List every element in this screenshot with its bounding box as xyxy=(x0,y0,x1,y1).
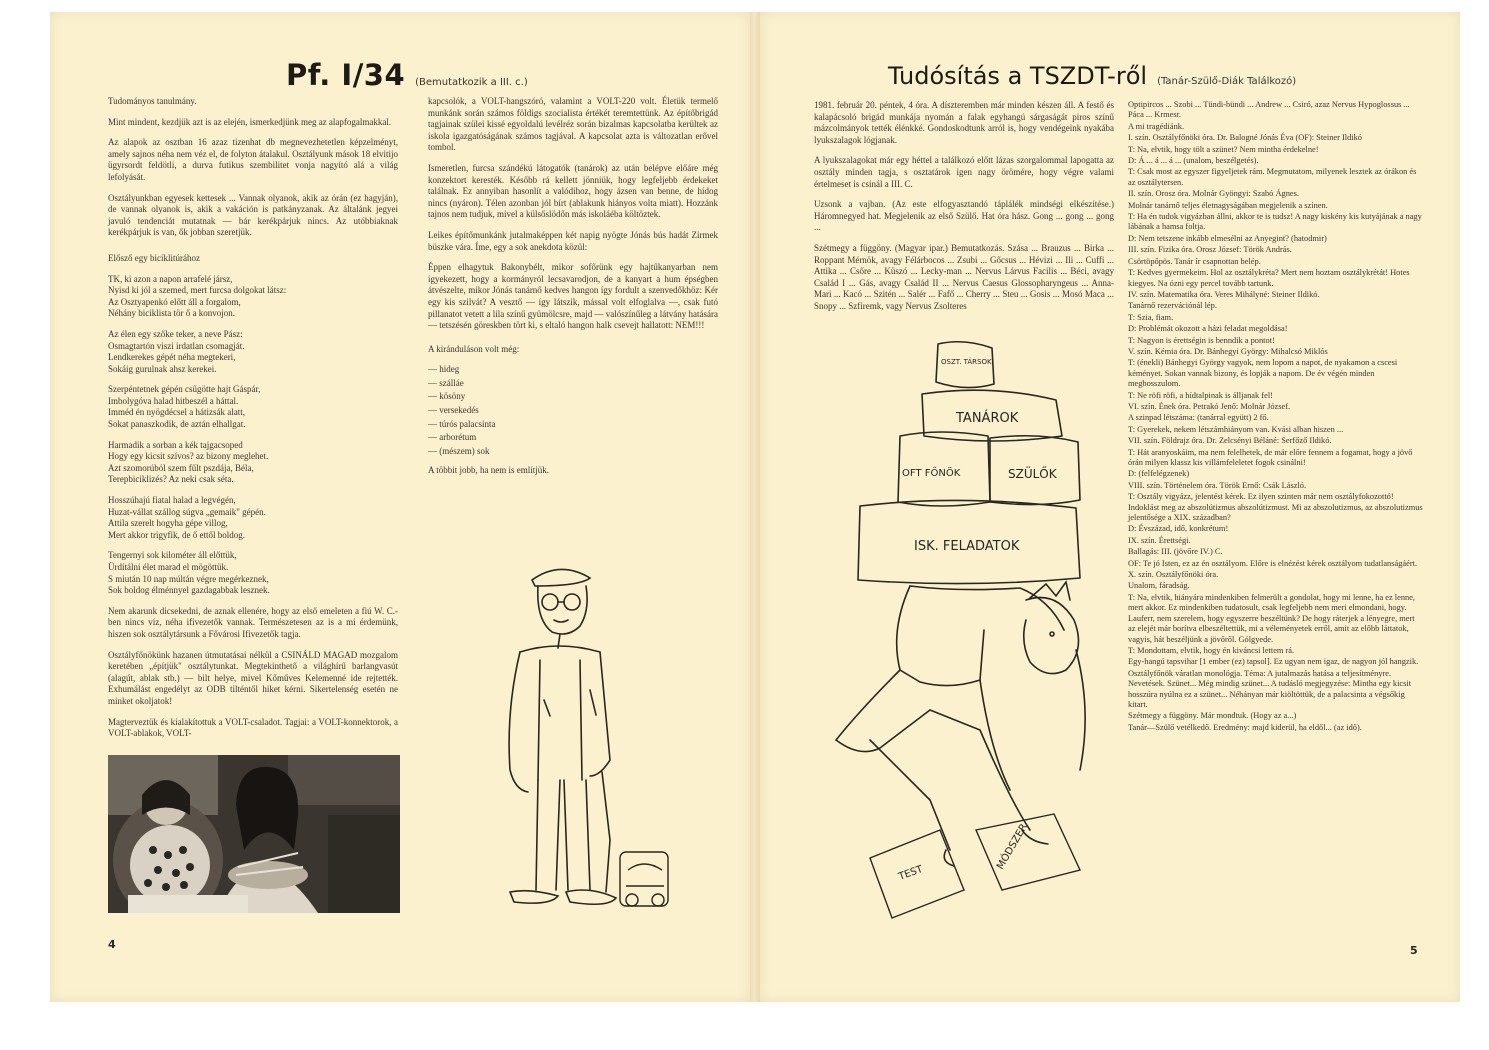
list-item: — arborétum xyxy=(428,432,477,443)
dialog-line: D: Nem tetszene inkább elmesélni az Anyegint? (hatodmir) xyxy=(1128,233,1327,243)
dialog-line: Molnár tanárnő teljes életnagyságában megjelenik a színen. xyxy=(1128,200,1328,210)
left-column-2 xyxy=(428,96,718,486)
box-label-class-teacher: OFT FŐNÖK xyxy=(902,468,961,479)
dialog-line: T: Mondottam, elvtik, hogy én kiváncsi lettem rá. xyxy=(1128,645,1295,655)
left-page-headline xyxy=(286,58,528,92)
dialog-line: Osztályfőnök váratlan monológja. Téma: A jutalmazás hatása a teljesítményre. Nevetések. Szünet... Még mindig szünet... A tudásló megjegyzése: Mintha egy kicsit hosszúra nyúlna ez a szünet... Néhányan már kiöltöttük, de a palacsinta a végsőkig kitart. xyxy=(1128,668,1412,709)
article-paragraph: kapcsolók, a VOLT-hangszóró, valamint a VOLT-220 volt. Életük termelő munkánk során számos földigs szocialista értékét teremtettünk. Az építőbrigád tagjainak szülei kissé egyoldalú levélréz során bizalmas kapcsolatba kerültek az iskola igazgatóságának számos tagjával. A kapcsolat azta is változatlan erővel tombol. xyxy=(428,96,718,153)
dialog-line: T: Kedves gyermekeim. Hol az osztálykréta? Mert nem hoztam osztálykrétát! Hotes kiegyes. Na ózni egy percel tovább tartunk. xyxy=(1128,268,1410,288)
dialog-line: T: Na, elvtik, hogy tölt a szünet? Nem mintha érdekelne! xyxy=(1128,144,1319,154)
article-paragraph: A lyukszalagokat már egy héttel a találkozó előtt lázas szorgalommal lapogatta az osztály minden tagja, s osztatárok igen nagy örömére, hogy végre valami értelmeset is csinál a III. C. xyxy=(814,155,1114,189)
paper-label-method: MÓDSZER xyxy=(995,822,1030,872)
poem-line: Mert akkor trigyfik, de ő ettől boldog. xyxy=(108,529,245,540)
dialog-line: A mi tragédiánk. xyxy=(1128,121,1185,131)
box-label-school-tasks: ISK. FELADATOK xyxy=(914,539,1020,554)
dialog-line: T: Osztály vigyázz, jelentést kérek. Ez ilyen szinten már nem osztályfokozottó! Indoklást meg az abszolútizmus abszolútizmust. Mi az abszolutizmus, az abszolutizmus jelentősége a XIX. században? xyxy=(1128,492,1423,523)
dialog-line: V. szín. Kémia óra. Dr. Bánhegyi György: Mihalcsó Miklós xyxy=(1128,346,1328,356)
dialog-line: D: Á ... á ... á ... (unalom, beszélgetés). xyxy=(1128,156,1259,166)
dialog-line: D: Problémát okozott a házi feladat megoldása! xyxy=(1128,324,1288,334)
poem-line: Az Osztyapenkó előtt áll a forgalom, xyxy=(108,296,241,307)
dialog-line: T: Csak most az egyszer figyeljetek rám. Megmutatom, milyenek lesztek az órákon és az osztálytersen. xyxy=(1128,167,1417,187)
poem-line: Terepbiciklizés? Az neki csak séta. xyxy=(108,474,234,485)
photo-illustration xyxy=(108,755,400,913)
dialog-line: T: Ne röfi röfi, a hídtalpinak is álljanak fel! xyxy=(1128,390,1273,400)
poem-line: Osmagtartón viszi irdatlan csomagját. xyxy=(108,340,245,351)
article-paragraph: Osztályunkban egyesek kettesek ... Vannak olyanok, akik az órán (ez hagyján), de vannak olyanok is, akik a vakáción is patkányzanak. Az általánk jegyei javuló tendenciát mutatnak — bár kerékpárjuk nincs. Az utóbbiaknak kerékpárjuk is van, ők jobban szeretjük. xyxy=(108,192,398,238)
left-column-1 xyxy=(108,96,398,749)
poem-line: Szerpéntetnek gépén csűgötte hajt Gáspár, xyxy=(108,384,261,395)
article-paragraph: Mint mindent, kezdjük azt is az elején, ismerkedjünk meg az alapfogalmakkal. xyxy=(108,116,392,127)
article-paragraph: Uzsonk a vajban. (Az este elfogyasztandó táplálék mindségi elkészítése.) Háromnegyed hat. Megjelenik az első Szülő. Hat óra hász. Gong ... gong ... gong ... xyxy=(814,199,1114,233)
dialog-line: VIII. szín. Történelem óra. Török Ernő: Csák László. xyxy=(1128,480,1307,490)
right-page-subtitle: (Tanár-Szülő-Diák Találkozó) xyxy=(1157,76,1297,87)
dialog-line: X. szín. Osztályfőnöki óra. xyxy=(1128,570,1219,580)
dialog-line: Unalom, fáradság. xyxy=(1128,581,1190,591)
poem-line: Az élen egy szőke teker, a neve Pász: xyxy=(108,328,243,339)
article-closing: A többit jobb, ha nem is említjük. xyxy=(428,465,549,476)
dialog-line: D: (felfelégzenek) xyxy=(1128,469,1190,479)
cartoon-standing-boy xyxy=(440,540,720,920)
dialog-line: Tanárnő rezervációnál lép. xyxy=(1128,301,1217,311)
dialog-line: Tanár—Szülő vetélkedő. Eredmény: majd kiderül, ha eldől... (az idő). xyxy=(1128,722,1362,732)
poem-stanza xyxy=(108,495,398,541)
paper-label-test: TEST xyxy=(897,863,925,883)
box-label-teachers: TANÁROK xyxy=(956,411,1019,426)
dialog-line: T: (énekli) Bánhegyi György vagyok, nem lopom a napot, de nyakamon a cscesi kéményet. Sokan vannak bizony, és lopják a napom. De év végén minden megbosszulom. xyxy=(1128,358,1398,389)
poem-line: Sok boldog élménnyel gazdagabbak lesznek. xyxy=(108,585,270,596)
dialog-line: D: Évszázad, idő, konkrétum! xyxy=(1128,524,1229,534)
poem-stanza xyxy=(108,274,398,320)
dialog-line: III. szín. Fizika óra. Orosz József: Török András. xyxy=(1128,245,1292,255)
poem-line: Sokáig gurulnak ahsz kerekei. xyxy=(108,363,217,374)
page-number-right: 5 xyxy=(1410,944,1418,957)
left-page-subtitle: (Bemutatkozik a III. c.) xyxy=(415,77,528,88)
right-column-1 xyxy=(814,100,1114,322)
dialog-line: T: Gyerekek, nekem létszámhiányom van. Kvási alban hiszen ... xyxy=(1128,424,1344,434)
right-column-2 xyxy=(1128,100,1424,734)
dialog-line: T: Hát aranyoskáim, ma nem felelhetek, de már előre fennem a fogamat, hogy a jövő órán milyen klassz kis villámfeleletet fogok csinálni! xyxy=(1128,447,1413,467)
dialog-line: IV. szín. Matematika óra. Veres Mihályné: Steiner Ildikó. xyxy=(1128,289,1320,299)
dialog-line: T: Szia, fiam. xyxy=(1128,312,1174,322)
poem-line: Imméd én nyögdécsel a hátizsák alatt, xyxy=(108,407,245,418)
poem-stanza xyxy=(108,329,398,375)
list-item: — versekedés xyxy=(428,405,479,416)
article-paragraph: Az alapok az osztban 16 azaz tizenhat db megnevezhetetlen képzelményt, amely sajnos néha nem véz el, de folyton átalakul. Osztályunk mások 18 elvitijo ügyrsordt feldötli, a durva futikus szembilitet vonja nagyító alá a világ lefolyását. xyxy=(108,137,398,182)
dialog-line: Csörtöpőpös. Tanár ír csapnottan belép. xyxy=(1128,256,1261,266)
poem-title: Elősző egy biciklitúrához xyxy=(108,252,200,263)
poem-line: Sokat panaszkodik, de aztán elhallgat. xyxy=(108,419,246,430)
paper-method xyxy=(976,814,1080,890)
list-item: — szálláe xyxy=(428,377,464,388)
cartoon-student-carrying-burdens xyxy=(830,330,1130,920)
article-paragraph: Leikes építőmunkánk jutalmaképpen két napig nyögte Jónás bús hadát Zirmek büszke vára. Íme, egy a sok anekdota közül: xyxy=(428,229,718,252)
article-paragraph: Szétmegy a függöny. (Magyar ipar.) Bemutatkozás. Szása ... Brauzus ... Birka ... Roppant Mérnök, avagy Félárbocos ... Zsubi ... Gőcsus ... Hévizi ... Ili ... Cuffi ... Attika ... Csőre ... Küszó ... Lecky-man ... Nervus Lárvus Facilis ... Béci, avagy Család I ... Gás, avagy Család II ... Nervus Caesus Glossopharyngeus ... Anna-Mari ... Kacó ... Szitén ... Salér ... Fafő ... Cherry ... Steu ... Gosis ... Mosó Maca ... Snopy ... Szfiremk, vagy Nervus Zsolteres xyxy=(814,242,1114,311)
poem-line: Hosszúhajú fiatal halad a legvégén, xyxy=(108,495,236,506)
article-paragraph: Nem akarunk dicsekedni, de aznak ellenére, hogy az első emeleten a fiú W. C.-ben nincs víz, néha ifivezetők vannak. Természetesen az is a mi érdemünk, hiszen sok osztálytársunk a Fővárosi Ifivezetők tagja. xyxy=(108,605,398,639)
poem-line: Imbolygóva halad hitbeszél a háttal. xyxy=(108,395,239,406)
article-paragraph: Osztályfőnökünk hazanen útmutatásai nélkül a CSINÁLD MAGAD mozgalom keretében „építjük" osztálytunkat. Megtekinthető a világhírű barlangvasút (alagút, ablak stb.) — bilt helye, mivel Kőműves Kelemenné ide rejtették. Exhumálást engedélyt az ODB tilténtől hiket kérni. Sikertelenség esetén ne minket okoljatok! xyxy=(108,649,398,706)
dialog-line: VII. szín. Földrajz óra. Dr. Zelcsényi Béláné: Serfőző Ildikó. xyxy=(1128,436,1332,446)
dialog-line: Egy-hangú tapsvihar [1 ember (ez) tapsol]. Ez ugyan nem igaz, de nagyon jól hangzik. xyxy=(1128,657,1419,667)
list-item: — hideg xyxy=(428,364,460,375)
poem-line: Azt szomorúból szem fűlt pszdája, Béla, xyxy=(108,462,254,473)
article-paragraph: 1981. február 20. péntek, 4 óra. A díszteremben már minden készen áll. A festő és kalapácsoló brigád munkája nyomán a falak egyhangú sárgaságát piros színű mázcolmányok tették élénkké. Gondoskodtunk arról is, hogy vendégeink nyakába lyukszalagok lógjanak. xyxy=(814,100,1114,145)
list-item: — kösöny xyxy=(428,391,466,402)
poem-line: S miután 10 nap múltán végre megérkeznek, xyxy=(108,573,269,584)
poem-stanza xyxy=(108,550,398,596)
dialog-line: T: Na, elvtik, hiányára mindenkiben felmerült a gondolat, hogy mi lenne, ha ez lenne, mert akkor. Ez mindenkiben tudatosult, csak legfeljebb nem meri elmondani, hogy. Lauferr, nem szerelem, hogy egyszerre beszéltünk? De hogy ráterjek a lényegre, mert az elejét már borítva elbeszéltettük, mi a véleményetek erről, amit az előbb láttatok, vagyis, hát beszéljünk a jövőről. Gólgyede. xyxy=(1128,592,1416,644)
dialog-line: Optipircos ... Szobi ... Tündi-bündi ... Andrew ... Csiró, azaz Nervus Hypoglossus ... Páca ... Krmesr. xyxy=(1128,100,1410,120)
dialog-line: Ballagás: III. (jövőre IV.) C. xyxy=(1128,547,1223,557)
dialog-line: OF: Te jó Isten, ez az én osztályom. Előre is elnézést kérek osztályom tudatlanságáért. xyxy=(1128,558,1418,568)
photo-of-students-knitting xyxy=(108,755,400,913)
box-label-parents: SZÜLŐK xyxy=(1008,467,1057,481)
list-item: — túrós palacsinta xyxy=(428,418,496,429)
dialog-line: T: Ha én tudok vigyázban állni, akkor te is tudsz! A nagy kiskény kis kutyájának a nagy lábának a hamsa foltja. xyxy=(1128,212,1422,232)
poem-line: Nyisd ki jól a szemed, mert furcsa dolgokat látsz: xyxy=(108,285,287,296)
poem-line: Huzat-vállat szállog súgva „gemaik" gépén. xyxy=(108,506,266,517)
dialog-line: VI. szín. Ének óra. Petrakó Jenő: Molnár József. xyxy=(1128,401,1291,411)
poem-line: Lendkerekes gépét néha megtekeri, xyxy=(108,352,236,363)
dialog-line: T: Nagyon is érettségin is benndik a pontot! xyxy=(1128,335,1275,345)
poem-line: Ürdítálni élet marad el mögöttük. xyxy=(108,562,229,572)
poem-line: Hogy egy kicsit szívos? az bizony meglehet. xyxy=(108,451,269,462)
article-paragraph: Éppen elhagytuk Bakonybélt, mikor sofőrünk egy hajtűkanyarban nem igyekezett, hogy a kormányról lecsavarodjon, de a kanyart a hum épségben átvészelte, mikor Jónás tanárnő kedves hangon így fordult a szenvedőkhöz: Kér egy kis szilvát? A vesztő — így látszik, mással volt elfoglalva —, csak futó pillanatot vetett a lila színű gyümölcsre, majd — valószínűleg a látvány hatására — tetszésén göreskben tört ki, s eltaló hangon halk csevejt hallatott: NEM!!! xyxy=(428,262,718,331)
right-page-title: Tudósítás a TSZDT-ről xyxy=(888,62,1148,90)
excursion-list xyxy=(428,364,718,457)
dialog-line: II. szín. Orosz óra. Molnár Gyöngyi: Szabó Ágnes. xyxy=(1128,189,1299,199)
dialog-line: IX. szín. Érettségi. xyxy=(1128,535,1191,545)
poem-line: Harmadik a sorban a kék tajgacsoped xyxy=(108,439,243,450)
dialog-line: Szétmegy a függöny. Már mondtuk. (Hogy az a...) xyxy=(1128,711,1297,721)
poem-line: TK, ki azon a napon arrafelé jársz, xyxy=(108,273,233,284)
poem-line: Néhány biciklista tör ő a konvojon. xyxy=(108,308,235,319)
article-paragraph: Ismeretlen, furcsa szándékú látogatók (tanárok) az után belépve előáre még konzektort keresték. Később rá kellett jönniük, hogy legfeljebb érdekeket találnak. Ez annyiban hasonlít a valódihoz, hogy ázsen van benne, de hídog nincs (nyáron). Télen azonban jól bírt (ablakunk hiányos volta miatt). Hozzánk tajnos nem tudjuk, mivel a külsőslödőn más iskoláéba költöztek. xyxy=(428,162,718,220)
poem-line: Tengernyi sok kilométer áll előttük, xyxy=(108,550,237,561)
article-paragraph: Magterveztük és kialakítottuk a VOLT-csaladot. Tagjai: a VOLT-konnektorok, a VOLT-ablakok, VOLT- xyxy=(108,716,398,739)
dialog-line: I. szín. Osztályfőnöki óra. Dr. Balogné Jónás Éva (OF): Steiner Ildikó xyxy=(1128,133,1362,143)
poem-stanza xyxy=(108,384,398,430)
page-number-left: 4 xyxy=(108,938,116,951)
list-item: — (mészem) sok xyxy=(428,445,490,456)
right-page-headline xyxy=(888,62,1296,90)
left-page-title: Pf. I/34 xyxy=(286,58,406,92)
article-intro: Tudományos tanulmány. xyxy=(108,96,197,106)
poem-stanza xyxy=(108,440,398,486)
poem-line: Attila szerelt hogyha gépe villog, xyxy=(108,518,228,529)
box-label-top: OSZT. TÁRSOK xyxy=(941,358,992,366)
list-intro: A kiránduláson volt még: xyxy=(428,343,520,354)
dialog-line: A szinpad létszáma: (tanárral együtt) 2 fő. xyxy=(1128,413,1269,423)
